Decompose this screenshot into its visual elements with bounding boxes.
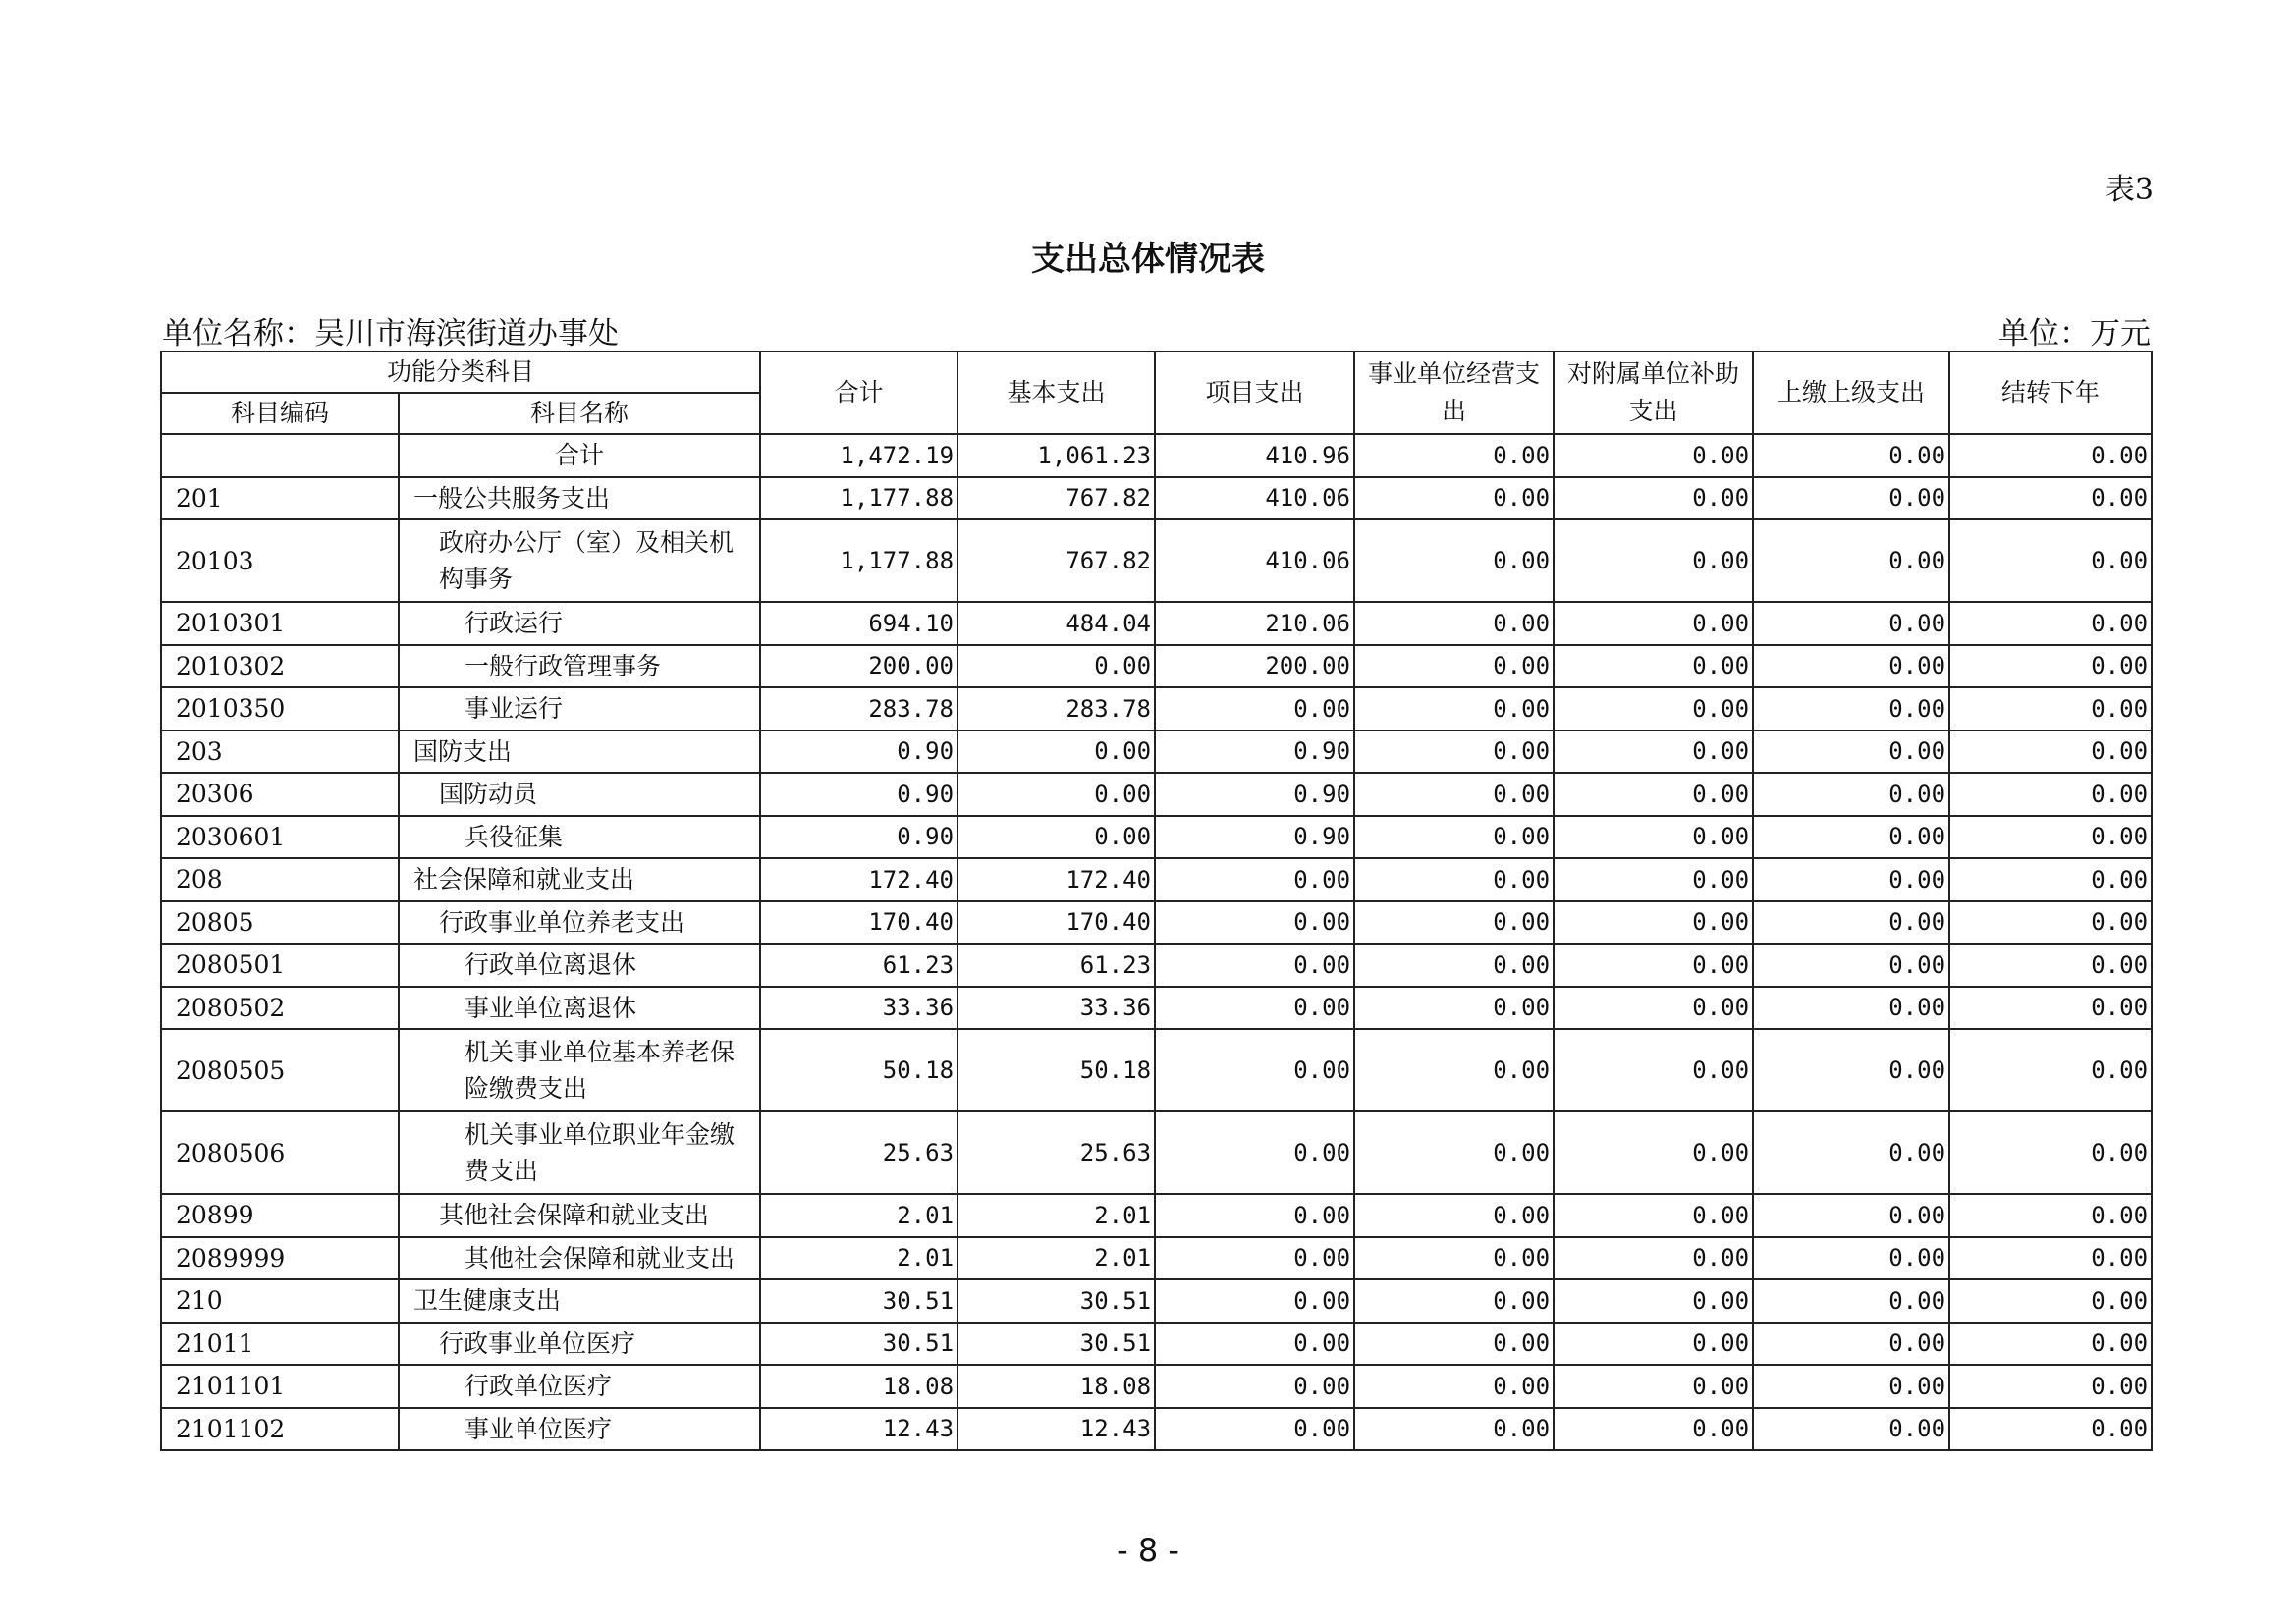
cell-basic-expenditure: 18.08 [957, 1365, 1155, 1408]
cell-business-expenditure: 0.00 [1354, 1408, 1554, 1451]
cell-basic-expenditure: 0.00 [957, 816, 1155, 859]
cell-subsidy-expenditure: 0.00 [1554, 477, 1753, 520]
cell-subject-name: 事业运行 [399, 687, 760, 730]
cell-total: 0.90 [760, 816, 957, 859]
cell-business-expenditure: 0.00 [1354, 645, 1554, 688]
cell-upper-level-expenditure: 0.00 [1753, 687, 1949, 730]
cell-basic-expenditure: 25.63 [957, 1111, 1155, 1194]
cell-subject-name: 行政事业单位医疗 [399, 1323, 760, 1366]
cell-project-expenditure: 0.00 [1155, 1029, 1354, 1111]
cell-carry-forward: 0.00 [1949, 858, 2152, 901]
cell-subsidy-expenditure: 0.00 [1554, 858, 1753, 901]
table-row [161, 1237, 2152, 1280]
cell-business-expenditure: 0.00 [1354, 1029, 1554, 1111]
cell-carry-forward: 0.00 [1949, 1194, 2152, 1237]
cell-project-expenditure: 0.90 [1155, 730, 1354, 774]
cell-basic-expenditure: 0.00 [957, 730, 1155, 774]
cell-carry-forward: 0.00 [1949, 645, 2152, 688]
header-total: 合计 [760, 352, 957, 434]
cell-business-expenditure: 0.00 [1354, 1237, 1554, 1280]
cell-basic-expenditure: 2.01 [957, 1237, 1155, 1280]
cell-upper-level-expenditure: 0.00 [1753, 1237, 1949, 1280]
table-row [161, 1408, 2152, 1451]
currency-unit-label: 单位：万元 [1998, 316, 2151, 352]
cell-total: 0.90 [760, 730, 957, 774]
cell-basic-expenditure: 50.18 [957, 1029, 1155, 1111]
cell-subject-name: 其他社会保障和就业支出 [399, 1194, 760, 1237]
cell-basic-expenditure: 2.01 [957, 1194, 1155, 1237]
cell-subject-code: 2010350 [161, 687, 399, 730]
cell-subject-name: 兵役征集 [399, 816, 760, 859]
header-subject-code: 科目编码 [161, 393, 399, 434]
cell-basic-expenditure: 61.23 [957, 944, 1155, 987]
cell-subject-name: 政府办公厅（室）及相关机构事务 [399, 519, 760, 602]
cell-business-expenditure: 0.00 [1354, 1111, 1554, 1194]
cell-upper-level-expenditure: 0.00 [1753, 858, 1949, 901]
cell-total: 283.78 [760, 687, 957, 730]
cell-upper-level-expenditure: 0.00 [1753, 519, 1949, 602]
cell-total: 1,177.88 [760, 519, 957, 602]
cell-subject-name: 卫生健康支出 [399, 1279, 760, 1323]
cell-upper-level-expenditure: 0.00 [1753, 645, 1949, 688]
table-row [161, 730, 2152, 774]
cell-subsidy-expenditure: 0.00 [1554, 1323, 1753, 1366]
cell-upper-level-expenditure: 0.00 [1753, 1029, 1949, 1111]
cell-subject-code: 2101101 [161, 1365, 399, 1408]
cell-subject-name: 行政单位离退休 [399, 944, 760, 987]
cell-upper-level-expenditure: 0.00 [1753, 1194, 1949, 1237]
cell-business-expenditure: 0.00 [1354, 987, 1554, 1030]
cell-total: 694.10 [760, 602, 957, 645]
cell-subject-name: 合计 [399, 434, 760, 477]
table-row [161, 602, 2152, 645]
cell-subject-code: 20306 [161, 773, 399, 816]
cell-subsidy-expenditure: 0.00 [1554, 730, 1753, 774]
cell-subject-code: 2080502 [161, 987, 399, 1030]
cell-basic-expenditure: 170.40 [957, 901, 1155, 945]
header-function-category: 功能分类科目 [161, 352, 760, 393]
table-row [161, 645, 2152, 688]
cell-carry-forward: 0.00 [1949, 1237, 2152, 1280]
cell-business-expenditure: 0.00 [1354, 730, 1554, 774]
cell-subject-code: 2089999 [161, 1237, 399, 1280]
cell-subject-code: 2010301 [161, 602, 399, 645]
cell-total: 61.23 [760, 944, 957, 987]
cell-total: 18.08 [760, 1365, 957, 1408]
expenditure-table [160, 351, 2153, 1451]
cell-business-expenditure: 0.00 [1354, 519, 1554, 602]
cell-business-expenditure: 0.00 [1354, 1279, 1554, 1323]
cell-total: 12.43 [760, 1408, 957, 1451]
cell-carry-forward: 0.00 [1949, 519, 2152, 602]
cell-business-expenditure: 0.00 [1354, 944, 1554, 987]
cell-total: 30.51 [760, 1323, 957, 1366]
header-subsidy-expenditure: 对附属单位补助支出 [1554, 352, 1753, 434]
cell-subject-code: 2101102 [161, 1408, 399, 1451]
cell-project-expenditure: 0.00 [1155, 1365, 1354, 1408]
table-row [161, 1365, 2152, 1408]
table-row [161, 1111, 2152, 1194]
table-row [161, 987, 2152, 1030]
page-title: 支出总体情况表 [1031, 240, 1265, 279]
cell-subject-code: 2080506 [161, 1111, 399, 1194]
cell-subject-code: 210 [161, 1279, 399, 1323]
cell-upper-level-expenditure: 0.00 [1753, 773, 1949, 816]
cell-subsidy-expenditure: 0.00 [1554, 645, 1753, 688]
table-row [161, 944, 2152, 987]
cell-total: 2.01 [760, 1194, 957, 1237]
cell-project-expenditure: 0.00 [1155, 1237, 1354, 1280]
cell-project-expenditure: 0.00 [1155, 1111, 1354, 1194]
table-number: 表3 [2105, 173, 2154, 207]
table-row [161, 477, 2152, 520]
cell-carry-forward: 0.00 [1949, 602, 2152, 645]
cell-carry-forward: 0.00 [1949, 901, 2152, 945]
cell-carry-forward: 0.00 [1949, 944, 2152, 987]
cell-upper-level-expenditure: 0.00 [1753, 1408, 1949, 1451]
cell-carry-forward: 0.00 [1949, 1111, 2152, 1194]
cell-subsidy-expenditure: 0.00 [1554, 1408, 1753, 1451]
unit-name-label: 单位名称：吴川市海滨街道办事处 [162, 316, 619, 352]
cell-upper-level-expenditure: 0.00 [1753, 1111, 1949, 1194]
table-row [161, 1194, 2152, 1237]
cell-total: 25.63 [760, 1111, 957, 1194]
page-number: - 8 - [1117, 1532, 1179, 1569]
cell-basic-expenditure: 0.00 [957, 645, 1155, 688]
cell-subject-name: 行政运行 [399, 602, 760, 645]
cell-upper-level-expenditure: 0.00 [1753, 901, 1949, 945]
cell-project-expenditure: 0.00 [1155, 1408, 1354, 1451]
cell-subject-code: 20103 [161, 519, 399, 602]
cell-project-expenditure: 210.06 [1155, 602, 1354, 645]
cell-subject-code: 208 [161, 858, 399, 901]
table-row [161, 1323, 2152, 1366]
cell-basic-expenditure: 767.82 [957, 519, 1155, 602]
cell-carry-forward: 0.00 [1949, 987, 2152, 1030]
cell-subject-name: 事业单位离退休 [399, 987, 760, 1030]
cell-project-expenditure: 0.00 [1155, 858, 1354, 901]
cell-project-expenditure: 410.06 [1155, 477, 1354, 520]
cell-subject-name: 一般公共服务支出 [399, 477, 760, 520]
cell-total: 2.01 [760, 1237, 957, 1280]
cell-basic-expenditure: 283.78 [957, 687, 1155, 730]
table-row [161, 687, 2152, 730]
cell-upper-level-expenditure: 0.00 [1753, 1323, 1949, 1366]
cell-subsidy-expenditure: 0.00 [1554, 434, 1753, 477]
cell-project-expenditure: 0.90 [1155, 773, 1354, 816]
cell-subject-name: 事业单位医疗 [399, 1408, 760, 1451]
cell-subsidy-expenditure: 0.00 [1554, 1029, 1753, 1111]
cell-subject-code: 203 [161, 730, 399, 774]
cell-upper-level-expenditure: 0.00 [1753, 987, 1949, 1030]
cell-basic-expenditure: 484.04 [957, 602, 1155, 645]
header-business-expenditure: 事业单位经营支出 [1354, 352, 1554, 434]
table-row [161, 816, 2152, 859]
cell-subsidy-expenditure: 0.00 [1554, 602, 1753, 645]
cell-basic-expenditure: 30.51 [957, 1279, 1155, 1323]
table-row [161, 901, 2152, 945]
cell-subsidy-expenditure: 0.00 [1554, 816, 1753, 859]
cell-business-expenditure: 0.00 [1354, 1365, 1554, 1408]
cell-subject-code: 2030601 [161, 816, 399, 859]
table-body [161, 434, 2152, 1450]
cell-subsidy-expenditure: 0.00 [1554, 687, 1753, 730]
cell-subsidy-expenditure: 0.00 [1554, 987, 1753, 1030]
cell-project-expenditure: 0.00 [1155, 901, 1354, 945]
cell-carry-forward: 0.00 [1949, 1323, 2152, 1366]
cell-total: 170.40 [760, 901, 957, 945]
cell-carry-forward: 0.00 [1949, 434, 2152, 477]
cell-basic-expenditure: 767.82 [957, 477, 1155, 520]
cell-business-expenditure: 0.00 [1354, 858, 1554, 901]
cell-upper-level-expenditure: 0.00 [1753, 477, 1949, 520]
cell-carry-forward: 0.00 [1949, 1029, 2152, 1111]
cell-business-expenditure: 0.00 [1354, 1323, 1554, 1366]
cell-business-expenditure: 0.00 [1354, 477, 1554, 520]
cell-subject-code: 2080501 [161, 944, 399, 987]
cell-subject-code: 2080505 [161, 1029, 399, 1111]
table-row [161, 773, 2152, 816]
cell-business-expenditure: 0.00 [1354, 816, 1554, 859]
table-row [161, 1279, 2152, 1323]
cell-project-expenditure: 0.00 [1155, 944, 1354, 987]
cell-project-expenditure: 0.00 [1155, 1194, 1354, 1237]
cell-business-expenditure: 0.00 [1354, 687, 1554, 730]
cell-carry-forward: 0.00 [1949, 1279, 2152, 1323]
cell-subject-name: 机关事业单位基本养老保险缴费支出 [399, 1029, 760, 1111]
header-subject-name: 科目名称 [399, 393, 760, 434]
cell-project-expenditure: 410.96 [1155, 434, 1354, 477]
cell-subject-name: 一般行政管理事务 [399, 645, 760, 688]
cell-project-expenditure: 0.00 [1155, 1323, 1354, 1366]
cell-total: 0.90 [760, 773, 957, 816]
cell-carry-forward: 0.00 [1949, 687, 2152, 730]
cell-total: 172.40 [760, 858, 957, 901]
cell-subject-name: 其他社会保障和就业支出 [399, 1237, 760, 1280]
cell-subject-code: 2010302 [161, 645, 399, 688]
header-carry-forward: 结转下年 [1949, 352, 2152, 434]
header-project-expenditure: 项目支出 [1155, 352, 1354, 434]
cell-upper-level-expenditure: 0.00 [1753, 944, 1949, 987]
cell-subsidy-expenditure: 0.00 [1554, 519, 1753, 602]
cell-subject-name: 国防支出 [399, 730, 760, 774]
table-row [161, 434, 2152, 477]
cell-business-expenditure: 0.00 [1354, 602, 1554, 645]
table-row [161, 1029, 2152, 1111]
table-row [161, 519, 2152, 602]
cell-upper-level-expenditure: 0.00 [1753, 434, 1949, 477]
cell-subject-name: 行政事业单位养老支出 [399, 901, 760, 945]
cell-subject-name: 行政单位医疗 [399, 1365, 760, 1408]
cell-carry-forward: 0.00 [1949, 773, 2152, 816]
cell-project-expenditure: 0.00 [1155, 987, 1354, 1030]
cell-subsidy-expenditure: 0.00 [1554, 773, 1753, 816]
header-basic-expenditure: 基本支出 [957, 352, 1155, 434]
cell-subsidy-expenditure: 0.00 [1554, 901, 1753, 945]
cell-subject-code: 21011 [161, 1323, 399, 1366]
cell-subject-name: 机关事业单位职业年金缴费支出 [399, 1111, 760, 1194]
cell-basic-expenditure: 30.51 [957, 1323, 1155, 1366]
cell-carry-forward: 0.00 [1949, 730, 2152, 774]
cell-total: 30.51 [760, 1279, 957, 1323]
cell-subsidy-expenditure: 0.00 [1554, 1279, 1753, 1323]
cell-subject-code [161, 434, 399, 477]
cell-upper-level-expenditure: 0.00 [1753, 1365, 1949, 1408]
cell-business-expenditure: 0.00 [1354, 434, 1554, 477]
cell-subsidy-expenditure: 0.00 [1554, 944, 1753, 987]
cell-business-expenditure: 0.00 [1354, 1194, 1554, 1237]
cell-business-expenditure: 0.00 [1354, 773, 1554, 816]
cell-total: 200.00 [760, 645, 957, 688]
cell-project-expenditure: 410.06 [1155, 519, 1354, 602]
cell-upper-level-expenditure: 0.00 [1753, 602, 1949, 645]
cell-subject-name: 国防动员 [399, 773, 760, 816]
cell-carry-forward: 0.00 [1949, 1365, 2152, 1408]
cell-subject-name: 社会保障和就业支出 [399, 858, 760, 901]
cell-total: 50.18 [760, 1029, 957, 1111]
cell-basic-expenditure: 12.43 [957, 1408, 1155, 1451]
cell-upper-level-expenditure: 0.00 [1753, 730, 1949, 774]
cell-total: 1,472.19 [760, 434, 957, 477]
cell-subsidy-expenditure: 0.00 [1554, 1237, 1753, 1280]
cell-subsidy-expenditure: 0.00 [1554, 1365, 1753, 1408]
table-row [161, 858, 2152, 901]
header-upper-level-expenditure: 上缴上级支出 [1753, 352, 1949, 434]
cell-subject-code: 20805 [161, 901, 399, 945]
cell-basic-expenditure: 172.40 [957, 858, 1155, 901]
cell-upper-level-expenditure: 0.00 [1753, 816, 1949, 859]
cell-subsidy-expenditure: 0.00 [1554, 1111, 1753, 1194]
cell-upper-level-expenditure: 0.00 [1753, 1279, 1949, 1323]
cell-project-expenditure: 0.00 [1155, 687, 1354, 730]
cell-business-expenditure: 0.00 [1354, 901, 1554, 945]
cell-subsidy-expenditure: 0.00 [1554, 1194, 1753, 1237]
cell-subject-code: 201 [161, 477, 399, 520]
cell-project-expenditure: 0.90 [1155, 816, 1354, 859]
cell-basic-expenditure: 1,061.23 [957, 434, 1155, 477]
cell-carry-forward: 0.00 [1949, 816, 2152, 859]
cell-project-expenditure: 0.00 [1155, 1279, 1354, 1323]
cell-project-expenditure: 200.00 [1155, 645, 1354, 688]
cell-subject-code: 20899 [161, 1194, 399, 1237]
cell-total: 33.36 [760, 987, 957, 1030]
cell-carry-forward: 0.00 [1949, 1408, 2152, 1451]
cell-carry-forward: 0.00 [1949, 477, 2152, 520]
cell-basic-expenditure: 0.00 [957, 773, 1155, 816]
cell-basic-expenditure: 33.36 [957, 987, 1155, 1030]
cell-total: 1,177.88 [760, 477, 957, 520]
